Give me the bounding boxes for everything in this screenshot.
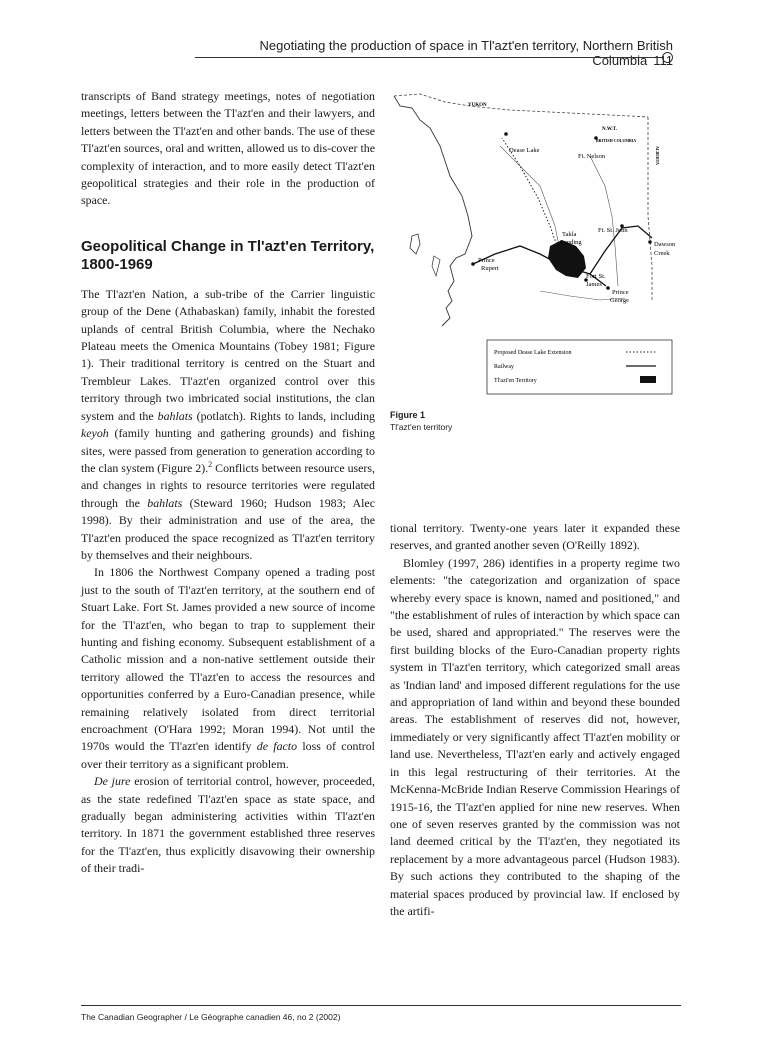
term-bahlats: bahlats	[157, 408, 193, 423]
label-takla-landing: Landing	[560, 239, 582, 246]
territory-map	[390, 86, 680, 401]
town-dot	[504, 132, 508, 136]
header-ornament	[662, 52, 673, 63]
label-bc: BRITISH COLUMBIA	[596, 138, 637, 143]
proposed-extension	[502, 138, 560, 254]
journal-footer: The Canadian Geographer / Le Géographe canadien 46, no 2 (2002)	[81, 1012, 341, 1022]
legend-label: Tl'azt'en Territory	[494, 378, 537, 384]
footnote-ref: 2	[208, 459, 213, 469]
section-heading: Geopolitical Change in Tl'azt'en Territory, 1800-1969	[81, 237, 375, 273]
label-alberta: ALBERTA	[655, 146, 660, 165]
label-dease-lake: Dease Lake	[509, 147, 540, 154]
page-number: 111	[653, 53, 673, 68]
right-column	[390, 520, 680, 920]
label-dawson-creek: Dawson	[654, 241, 676, 248]
town-dot	[471, 262, 475, 266]
label-prince-george: George	[610, 297, 630, 304]
legend-symbol-fill	[640, 376, 656, 383]
paragraph-tlazten-nation: The Tl'azt'en Nation, a sub-tribe of the Carrier linguistic group of the Dene (Athabaskan) family, inhabit the forested uplands of central British Columbia, where the Nechako Plateau meets the Omenica Mountains (Tobey 1981; Figure 1). Their traditional territory is centred on the Stuart and Trembleur Lakes. Tl'azt'en organized control over this territory through two imbricated social institutions, the clan system and the bahlats (potlatch). Rights to lands, including keyoh (family hunting and gathering grounds) and fishing sites, were passed from generation to generation according to the clan system (Figure 2).$^2$ Conflicts between resource users, and changes in rights to resource territories were regulated through the bahlats (Steward 1960; Hudson 1983; Alec 1998). By their administration and use of the area, the Tl'azt'en produced the space recognized as Tl'azt'en territory by themselves and their neighbours.	[81, 286, 375, 562]
town-dot	[606, 286, 610, 290]
running-title: Negotiating the production of space in Tl'azt'en territory, Northern British Columbia	[259, 38, 673, 68]
label-prince-rupert: Rupert	[481, 265, 499, 272]
label-ft-nelson: Ft. Nelson	[578, 153, 606, 160]
label-dawson-creek: Creek	[654, 250, 670, 257]
map-legend	[487, 340, 672, 394]
paragraph-blomley: Blomley (1997, 286) identifies in a property regime two elements: "the categorization and organization of space whereby every space is known, named and positioned," and "the establishment of rules of interaction by which space can be used, shared and appropriated." The reserves were the first building blocks of the Euro-Canadian property rights system in Tl'azt'en territory, which categorized small areas as 'Indian land' and imposed different regulations for the use and appropriation of land within and beyond these bounded areas. The establishment of reserves did not, however, immediately or very significantly affect Tl'azt'en mobility or land use. Nevertheless, Tl'azt'en early and actively engaged in this legal restructuring of their territories. At the McKenna-McBride Indian Reserve Commission Hearings of 1915-16, the Tl'azt'en applied for nine new reserves. When one of seven reserves granted by the commission was not land deemed critical by the Tl'azt'en, they negotiated its replacement by a more advantageous parcel (Hudson 1983). By such actions they contributed to the shaping of the material spaces produced by provincial law. If enclosed by the artifi-	[390, 555, 680, 918]
term-bahlats: bahlats	[147, 495, 183, 510]
figure-caption	[390, 409, 452, 433]
legend-label: Railway	[494, 364, 514, 370]
figure-map	[390, 86, 680, 401]
intro-paragraph: transcripts of Band strategy meetings, notes of negotiation meetings, letters between the Tl'azt'en and their lawyers, and letters between the Tl'azt'en and other bands. The use of these Tl'azt'en sources, oral and written, allowed us to dis-cover the complexity of interaction, and to more easily detect Tl'azt'en geopolitical strategies and their role in the production of space.	[81, 89, 375, 208]
figure-caption-text: Tl'azt'en territory	[390, 422, 453, 432]
label-prince-george: Prince	[612, 289, 629, 296]
town-dot	[648, 240, 652, 244]
term-keyoh: keyoh	[81, 426, 109, 441]
island	[410, 234, 420, 254]
paragraph-continuation: tional territory. Twenty-one years later it expanded these reserves, and granted another seven (O'Reilly 1892).	[390, 521, 680, 553]
header-rule	[195, 57, 663, 58]
paragraph-northwest-company: In 1806 the Northwest Company opened a trading post just to the south of Tl'azt'en territory, at the southern end of Stuart Lake. Fort St. James provided a new source of income for the Tl'azt'en, who began to trap to supplement their hunting and fishing economy. Subsequent establishment of a Catholic mission and a non-native settlement outside their territory allowed the Tl'azt'en to access the resources and opportunities conferred by a Euro-Canadian presence, while remaining relatively isolated from direct territorial encroachment (O'Hara 1992; Moran 1994). Not until the 1970s would the Tl'azt'en identify de facto loss of control over their territory as a significant problem.	[81, 565, 375, 771]
footer-rule	[81, 1005, 681, 1006]
label-takla-landing: Takla	[562, 231, 577, 238]
label-nwt: N.W.T.	[602, 127, 617, 132]
territorial-border	[394, 94, 648, 117]
label-yukon: YUKON	[468, 103, 487, 108]
label-prince-rupert: Prince	[478, 257, 495, 264]
coastline	[394, 96, 472, 326]
alberta-border	[648, 117, 652, 300]
left-column	[81, 88, 375, 878]
figure-number: Figure 1	[390, 410, 426, 420]
label-fort-st-james: Fort St.	[586, 273, 606, 280]
label-fort-st-james: James	[586, 281, 602, 288]
paragraph-de-jure: De jure erosion of territorial control, however, proceeded, as the state redefined Tl'azt'en space as state space, and gradually began administering activities within Tl'azt'en territory. In 1871 the government established three reserves for the Tl'azt'en, thus explicitly disavowing their ownership of their tradi-	[81, 774, 375, 876]
label-ft-st-john: Ft. St. John	[598, 227, 628, 234]
legend-label: Proposed Dease Lake Extension	[494, 350, 572, 356]
river	[500, 146, 562, 261]
running-header	[195, 38, 673, 68]
